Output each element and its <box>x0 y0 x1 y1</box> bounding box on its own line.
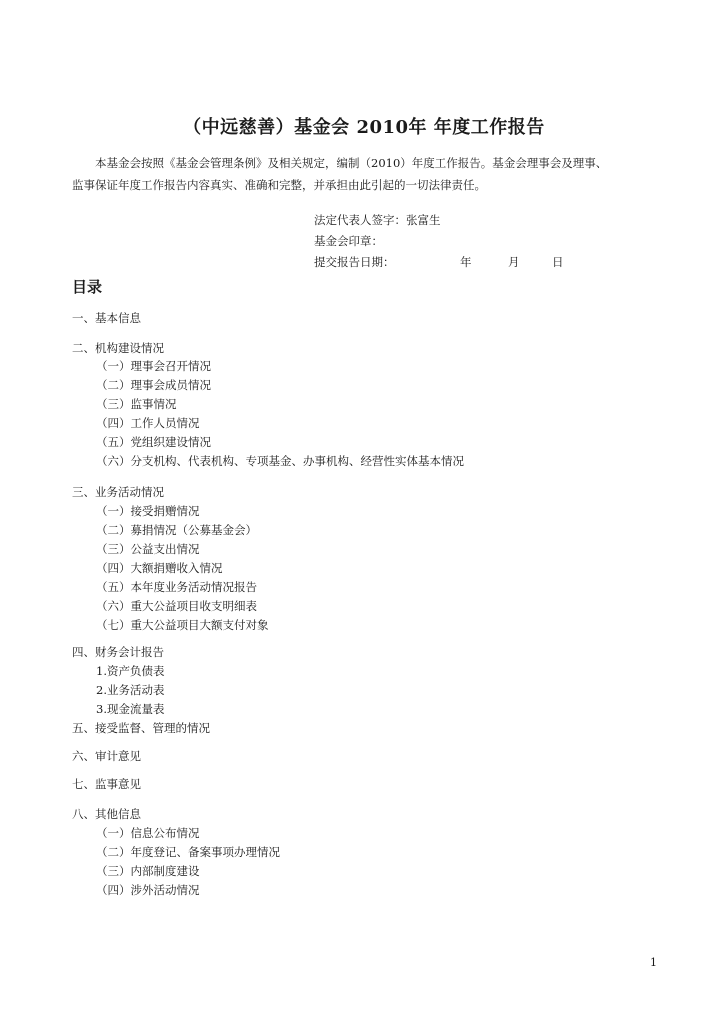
toc-item: 六、审计意见 <box>72 749 141 763</box>
toc-item: 五、接受监督、管理的情况 <box>72 721 210 735</box>
toc-item: （一）理事会召开情况 <box>96 359 211 373</box>
date-label: 提交报告日期： <box>314 255 395 269</box>
toc-item: 四、财务会计报告 <box>72 645 164 659</box>
date-month: 月 <box>508 255 520 269</box>
toc-item: （六）分支机构、代表机构、专项基金、办事机构、经营性实体基本情况 <box>96 454 464 468</box>
seal-label: 基金会印章： <box>314 234 383 248</box>
toc-item: 三、业务活动情况 <box>72 485 164 499</box>
toc-item: （四）工作人员情况 <box>96 416 200 430</box>
date-year: 年 <box>460 255 472 269</box>
toc-item: （二）理事会成员情况 <box>96 378 211 392</box>
toc-item: （四）大额捐赠收入情况 <box>96 561 223 575</box>
toc-item: （二）年度登记、备案事项办理情况 <box>96 845 280 859</box>
toc-item: 1.资产负债表 <box>96 664 165 678</box>
toc-item: （三）公益支出情况 <box>96 542 200 556</box>
intro-line-2: 监事保证年度工作报告内容真实、准确和完整，并承担由此引起的一切法律责任。 <box>72 178 486 192</box>
toc-item: 七、监事意见 <box>72 777 141 791</box>
toc-item: （三）监事情况 <box>96 397 177 411</box>
legal-rep-name: 张富生 <box>406 213 441 227</box>
toc-item: （一）信息公布情况 <box>96 826 200 840</box>
page-number: 1 <box>650 956 657 969</box>
toc-title: 目录 <box>72 278 103 296</box>
toc-item: 3.现金流量表 <box>96 702 165 716</box>
toc-item: （四）涉外活动情况 <box>96 883 200 897</box>
toc-item: 一、基本信息 <box>72 311 141 325</box>
toc-item: （一）接受捐赠情况 <box>96 504 200 518</box>
toc-item: （三）内部制度建设 <box>96 864 200 878</box>
toc-item: （二）募捐情况（公募基金会） <box>96 523 257 537</box>
date-day: 日 <box>552 255 564 269</box>
toc-item: （五）党组织建设情况 <box>96 435 211 449</box>
toc-item: （五）本年度业务活动情况报告 <box>96 580 257 594</box>
report-title: （中远慈善）基金会 2010年 年度工作报告 <box>183 117 545 138</box>
toc-item: 八、其他信息 <box>72 807 141 821</box>
toc-item: 2.业务活动表 <box>96 683 165 697</box>
toc-item: （七）重大公益项目大额支付对象 <box>96 618 269 632</box>
intro-line-1: 本基金会按照《基金会管理条例》及相关规定，编制（2010）年度工作报告。基金会理事会及理事、 <box>95 156 608 170</box>
toc-item: 二、机构建设情况 <box>72 341 164 355</box>
toc-item: （六）重大公益项目收支明细表 <box>96 599 257 613</box>
legal-rep-label: 法定代表人签字： <box>314 213 406 227</box>
